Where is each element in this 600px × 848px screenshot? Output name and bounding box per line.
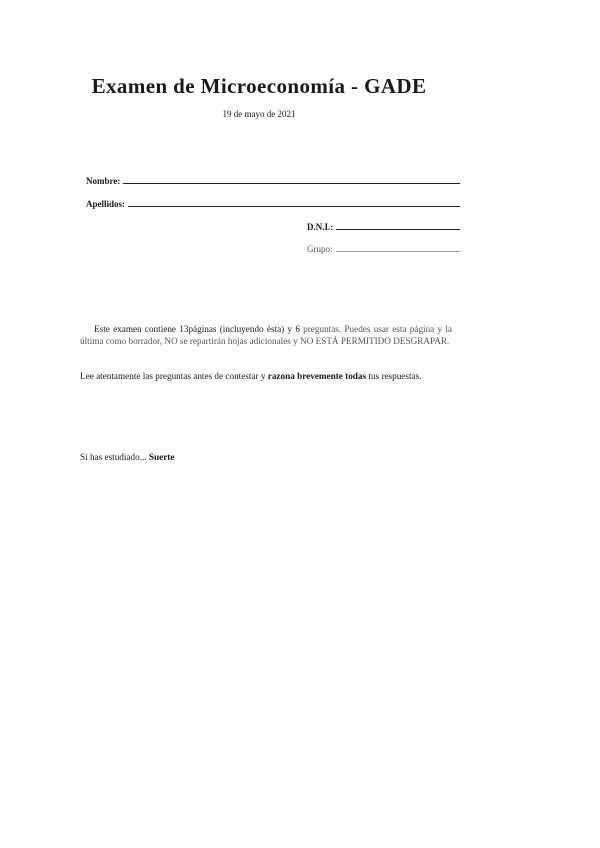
grupo-field[interactable] xyxy=(307,244,460,254)
grupo-label: Grupo: xyxy=(307,244,333,254)
apellidos-label: Apellidos: xyxy=(86,199,126,209)
closing-line: Si has estudiado... Suerte xyxy=(80,452,175,462)
dni-label: D.N.I.: xyxy=(307,222,334,232)
question-count: 6 xyxy=(295,324,300,334)
instructions-paragraph-2: Lee atentamente las preguntas antes de contestar y razona brevemente todas tus respuestas. xyxy=(80,371,422,381)
apellidos-line[interactable] xyxy=(128,206,460,207)
instructions-paragraph-1: Este examen contiene 13páginas (incluyendo ésta) y 6 preguntas. Puedes usar esta página y la última como borrador, NO se repartirán hojas adicionales y NO ESTÁ PERMITIDO DESGRAPAR. xyxy=(80,324,452,346)
nombre-field[interactable] xyxy=(86,176,460,186)
exam-title: Examen de Microeconomía - GADE xyxy=(91,74,427,98)
page-count: 13 xyxy=(179,324,189,334)
grupo-line[interactable] xyxy=(336,251,461,252)
apellidos-field[interactable] xyxy=(86,199,460,209)
dni-field[interactable] xyxy=(307,222,460,232)
exam-date: 19 de mayo de 2021 xyxy=(222,109,296,119)
nombre-label: Nombre: xyxy=(86,176,121,186)
dni-line[interactable] xyxy=(336,229,460,230)
nombre-line[interactable] xyxy=(123,183,460,184)
